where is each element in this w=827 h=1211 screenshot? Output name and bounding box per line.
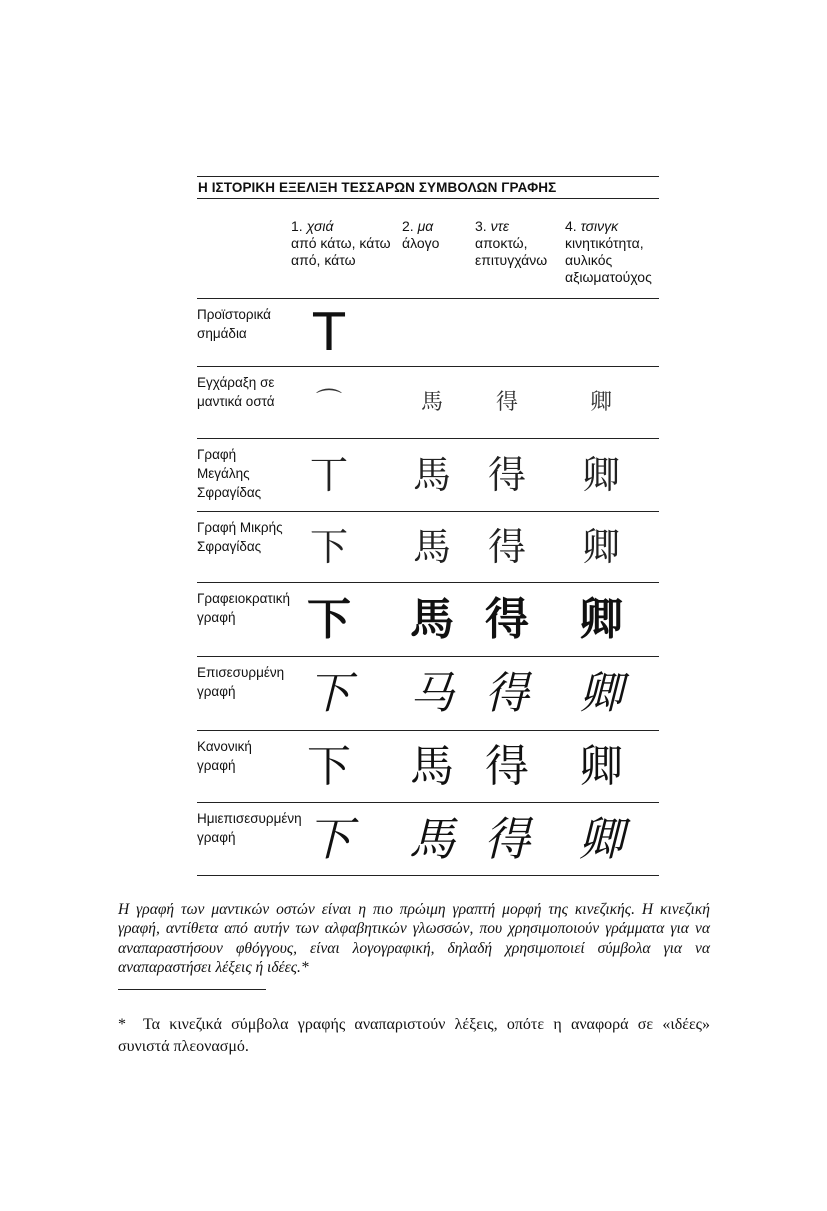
glyph-cell <box>291 439 402 511</box>
glyph-cell <box>475 657 565 730</box>
glyph-cell <box>565 367 659 438</box>
footnote-divider <box>118 989 266 990</box>
glyph-ma: 马 <box>410 667 454 719</box>
table-row-prehistoric <box>197 299 659 367</box>
glyph-cell <box>402 803 475 875</box>
glyph-xia: 下 <box>307 667 351 719</box>
glyph-cell <box>565 657 659 730</box>
glyph-de: 得 <box>485 740 529 792</box>
column-header-3: 3. ντε αποκτώ, επιτυγχάνω <box>475 218 548 268</box>
row-label: Γραφειοκρατική γραφή <box>197 591 291 625</box>
glyph-cell <box>475 299 565 366</box>
glyph-cell <box>402 512 475 582</box>
glyph-ma: 馬 <box>410 740 454 792</box>
glyph-xia: 下 <box>307 593 351 645</box>
row-label: Εγχάραξη σε μαντικά οστά <box>197 375 275 409</box>
column-word: μα <box>417 218 434 234</box>
glyph-de: 得 <box>487 453 527 497</box>
glyph-cell <box>475 731 565 802</box>
glyph-cell <box>565 439 659 511</box>
glyph-de: 得 <box>484 812 530 866</box>
glyph-cell <box>291 299 402 366</box>
glyph-de: 得 <box>487 525 527 569</box>
glyph-de: 得 <box>485 667 529 719</box>
column-meaning: αποκτώ, επιτυγχάνω <box>475 235 548 268</box>
column-header-4: 4. τσινγκ κινητικότητα, αυλικός αξιωματούχος <box>565 218 652 285</box>
glyph-qing: 卿 <box>578 812 624 866</box>
glyph-cell <box>402 657 475 730</box>
glyph-ma: 馬 <box>420 389 444 415</box>
glyph-xia: 下 <box>309 525 349 569</box>
glyph-cell <box>565 583 659 656</box>
glyph-ma: 馬 <box>412 453 452 497</box>
glyph-cell <box>291 367 402 438</box>
glyph-qing: 卿 <box>579 740 623 792</box>
row-label: Γραφή Μικρής Σφραγίδας <box>197 520 283 554</box>
table-row-semi-cursive <box>197 803 659 876</box>
glyph-qing: 卿 <box>581 453 621 497</box>
glyph-cell <box>402 299 475 366</box>
glyph-qing: 卿 <box>589 389 613 415</box>
header-empty <box>197 218 291 298</box>
glyph-cell <box>291 657 402 730</box>
table-row-cursive <box>197 657 659 731</box>
glyph-cell <box>475 439 565 511</box>
row-label: Γραφή Μεγάλης Σφραγίδας <box>197 447 262 500</box>
glyph-xia: ⌒ <box>315 387 343 418</box>
glyph-xia: 下 <box>306 812 352 866</box>
glyph-cell <box>402 367 475 438</box>
table-header-row <box>197 199 659 299</box>
table-title: Η ΙΣΤΟΡΙΚΗ ΕΞΕΛΙΞΗ ΤΕΣΣΑΡΩΝ ΣΥΜΒΟΛΩΝ ΓΡΑΦΗΣ <box>197 176 659 199</box>
glyph-qing: 卿 <box>579 667 623 719</box>
glyph-ma: 馬 <box>410 593 454 645</box>
glyph-de: 得 <box>495 389 519 415</box>
footnote-text: Τα κινεζικά σύμβολα γραφής αναπαριστούν λέξεις, οπότε η αναφορά σε «ιδέες» συνιστά πλεονασμό. <box>118 1016 710 1055</box>
column-meaning: από κάτω, κάτω από, κάτω <box>291 235 391 268</box>
column-word: ντε <box>490 218 509 234</box>
glyph-xia: T <box>313 302 345 363</box>
footnote-marker: * <box>118 1016 126 1033</box>
glyph-qing: 卿 <box>579 593 623 645</box>
glyph-cell <box>475 367 565 438</box>
column-word: χσιά <box>306 218 334 234</box>
table-row-clerical <box>197 583 659 657</box>
column-meaning: κινητικότητα, αυλικός αξιωματούχος <box>565 235 652 285</box>
table-row-oracle-bone <box>197 367 659 439</box>
glyph-cell <box>291 803 402 875</box>
glyph-cell <box>565 299 659 366</box>
glyph-cell <box>402 439 475 511</box>
glyph-xia: 下 <box>307 740 351 792</box>
footnote <box>118 1014 710 1058</box>
glyph-cell <box>565 803 659 875</box>
row-label: Επισεσυρμένη γραφή <box>197 665 285 699</box>
column-header-1: 1. χσιά από κάτω, κάτω από, κάτω <box>291 218 391 268</box>
glyph-cell <box>402 583 475 656</box>
glyph-xia: 丅 <box>309 453 349 497</box>
glyph-cell <box>475 803 565 875</box>
column-word: τσινγκ <box>580 218 619 234</box>
glyph-cell <box>565 512 659 582</box>
row-label: Ημιεπισεσυρμένη γραφή <box>197 811 302 845</box>
table-row-small-seal <box>197 512 659 583</box>
glyph-cell <box>291 512 402 582</box>
glyph-cell <box>565 731 659 802</box>
column-header-2: 2. μα άλογο <box>402 218 440 251</box>
glyph-cell <box>475 583 565 656</box>
figure-caption: Η γραφή των μαντικών οστών είναι η πιο πρώιμη γραπτή μορφή της κινεζικής. Η κινεζική γραφή, αντίθετα από αυτήν των αλφαβητικών γλωσσών, που χρησιμοποιούν γράμματα για να αναπαραστήσουν φθόγγους, είναι λογογραφική, δηλαδή χρησιμοποιεί σύμβολα για να αναπαραστήσει λέξεις ή ιδέες.* <box>118 900 710 976</box>
row-label: Προϊστορικά σημάδια <box>197 307 271 341</box>
glyph-de: 得 <box>485 593 529 645</box>
glyph-qing: 卿 <box>581 525 621 569</box>
glyph-cell <box>291 583 402 656</box>
table-row-regular <box>197 731 659 803</box>
glyph-cell <box>402 731 475 802</box>
script-evolution-table <box>197 176 659 876</box>
column-meaning: άλογο <box>402 235 440 251</box>
row-label: Κανονική γραφή <box>197 739 252 773</box>
glyph-cell <box>291 731 402 802</box>
table-row-great-seal <box>197 439 659 512</box>
glyph-cell <box>475 512 565 582</box>
glyph-ma: 馬 <box>412 525 452 569</box>
glyph-ma: 馬 <box>409 812 455 866</box>
